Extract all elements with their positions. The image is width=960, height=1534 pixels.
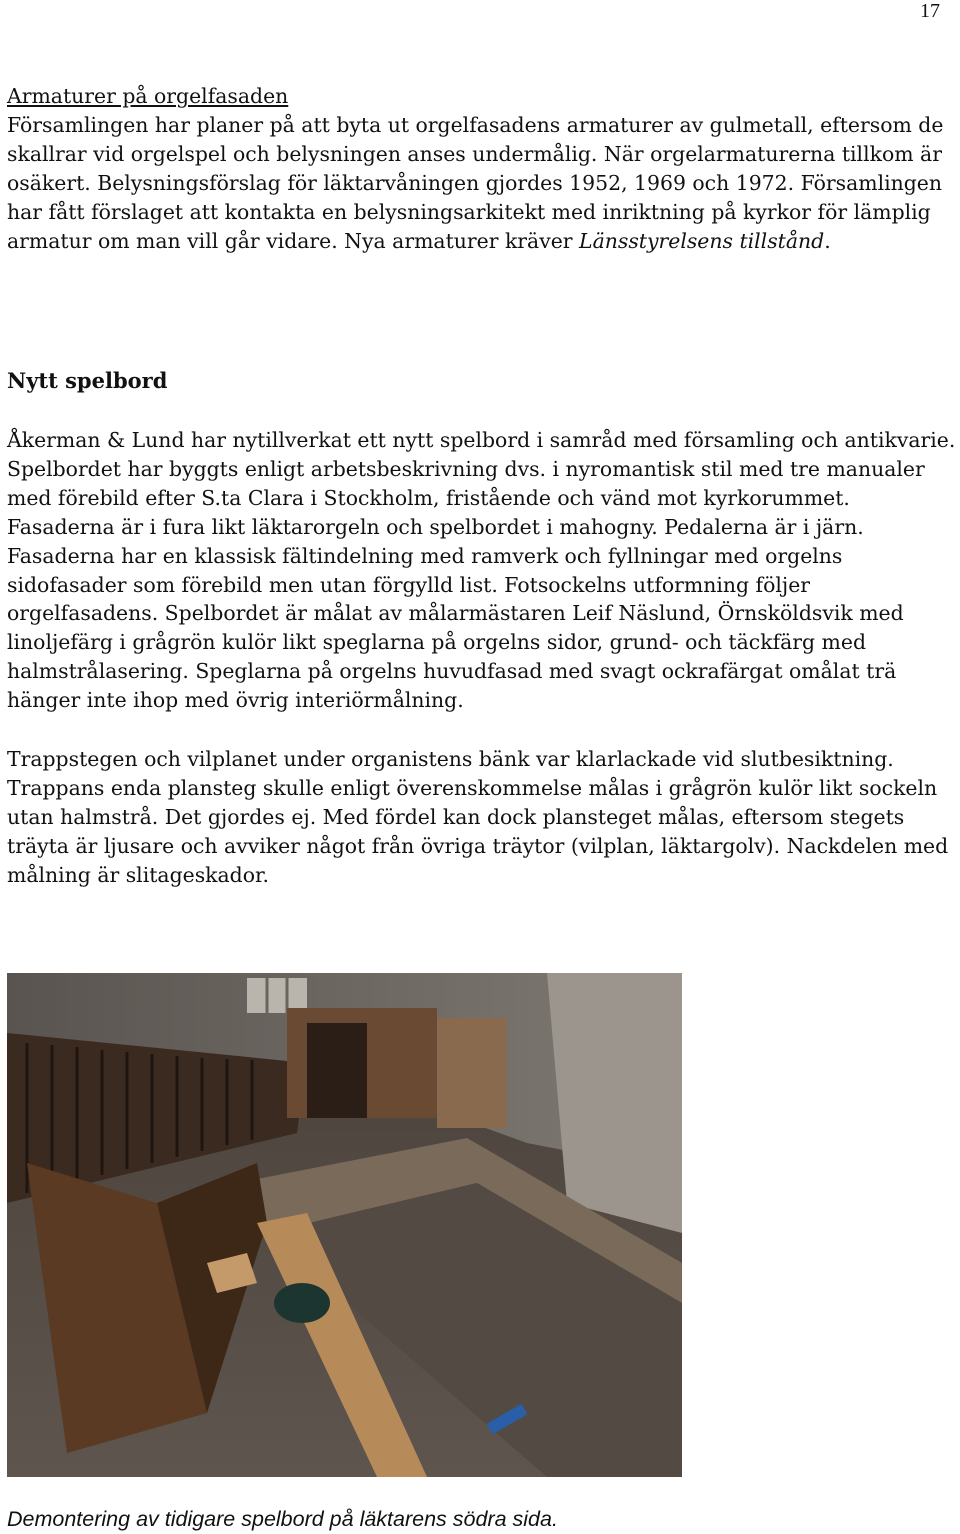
paragraph-armaturer-italic: Länsstyrelsens tillstånd [579,228,825,253]
photo-illustration [7,973,682,1477]
photo-demontering [7,973,682,1477]
paragraph-spelbord: Åkerman & Lund har nytillverkat ett nytt spelbord i samråd med församling och antikvarie. Spelbordet har byggts enligt arbetsbeskrivning dvs. i nyromantisk stil med tre manualer med förebild efter S.ta Clara i Stockholm, fristående och vänd mot kyrkorummet. Fasaderna är i fura likt läktarorgeln och spelbordet i mahogny. Pedalerna är i järn. Fasaderna har en klassisk fältindelning med ramverk och fyllningar med orgelns sidofasader som förebild men utan förgylld list. Fotsockelns utformning följer orgelfasadens. Spelbordet är målat av målarmästaren Leif Näslund, Örnsköldsvik med linoljefärg i grågrön kulör likt speglarna på orgelns sidor, grund- och täckfärg med halmstrålasering. Speglarna på orgelns huvudfasad med svagt ockrafärgat omålat trä hänger inte ihop med övrig interiörmålning. [7,428,956,713]
photo-caption: Demontering av tidigare spelbord på läktarens södra sida. [7,1507,558,1531]
paragraph-armaturer-end: . [824,228,831,253]
paragraph-armaturer [7,111,957,256]
paragraph-armaturer-text: Församlingen har planer på att byta ut orgelfasadens armaturer av gulmetall, eftersom de skallrar vid orgelspel och belysningen anses undermålig. När orgelarmaturerna tillkom är osäkert. Belysningsförslag för läktarvåningen gjordes 1952, 1969 och 1972. Församlingen har fått förslaget att kontakta en belysningsarkitekt med inriktning på kyrkor för lämplig armatur om man vill går vidare. Nya armaturer kräver [7,112,944,253]
section-title-armaturer: Armaturer på orgelfasaden [7,84,289,108]
paragraph-trappstegen: Trappstegen och vilplanet under organistens bänk var klarlackade vid slutbesiktning. Trappans enda plansteg skulle enligt överenskommelse målas i grågrön kulör likt sockeln utan halmstrå. Det gjordes ej. Med fördel kan dock plansteget målas, eftersom stegets träyta är ljusare och avviker något från övriga träytor (vilplan, läktargolv). Nackdelen med målning är slitageskador. [7,747,949,887]
section-trappstegen [7,745,957,890]
section-armaturer [7,82,957,255]
page-number: 17 [920,0,940,22]
heading-nytt-spelbord: Nytt spelbord [7,368,168,393]
section-spelbord [7,426,957,715]
